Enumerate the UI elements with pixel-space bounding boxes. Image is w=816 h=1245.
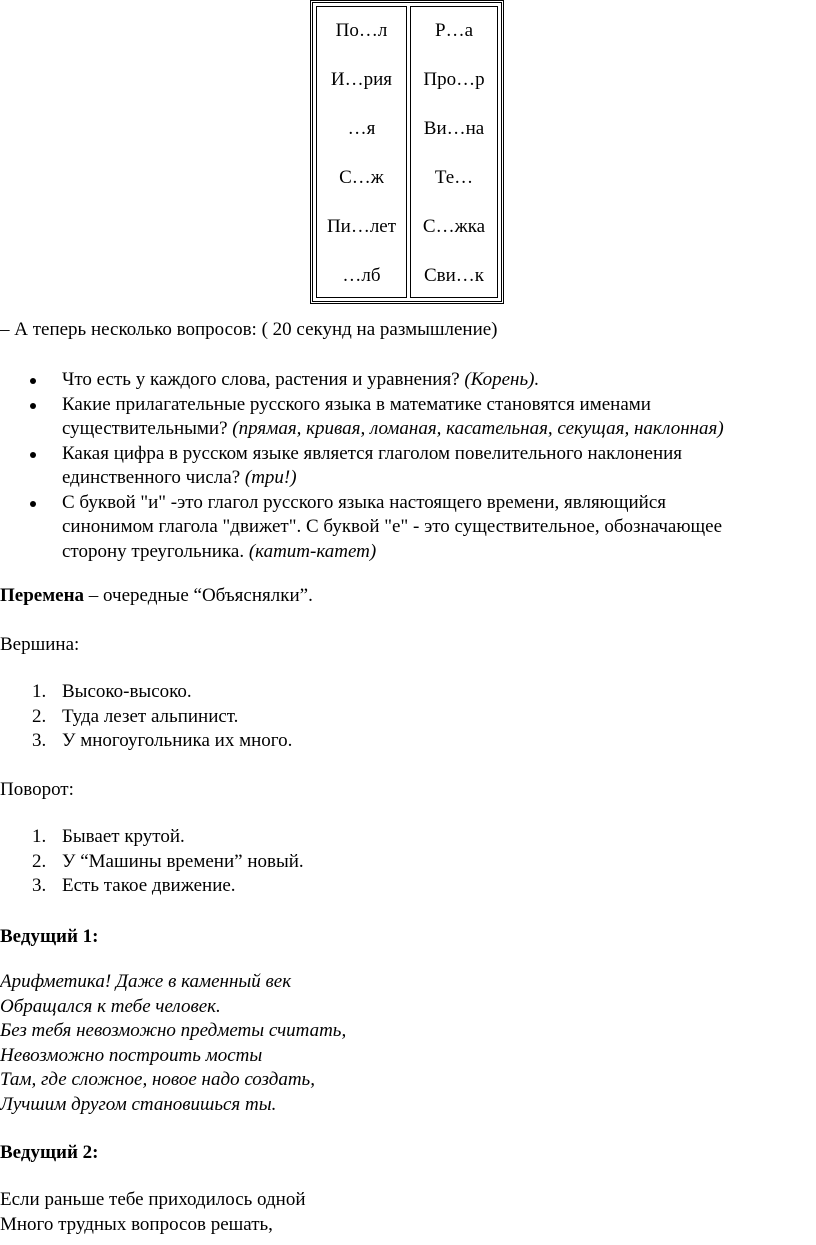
- question-item: [0, 442, 724, 491]
- question-text: Какая цифра в русском языке является глаголом повелительного наклонения: [62, 442, 683, 464]
- poem-line: Если раньше тебе приходилось одной: [0, 1189, 306, 1210]
- question-text: синонимом глагола "движет". С буквой "е" - это существительное, обозначающее: [62, 516, 723, 537]
- riddle-number: 2.: [32, 850, 47, 872]
- riddle-number: 2.: [32, 705, 47, 727]
- question-line: [62, 540, 724, 565]
- riddle-text: У “Машины времени” новый.: [62, 850, 304, 872]
- question-answer: (три!): [244, 467, 297, 488]
- question-answer: (катит-катет): [248, 540, 377, 562]
- word-column-1: [316, 6, 407, 298]
- poem-line: Там, где сложное, новое надо создать,: [0, 1069, 315, 1091]
- bullet-icon: [30, 452, 36, 458]
- question-line: [62, 442, 724, 467]
- question-item: [0, 393, 724, 442]
- question-item: [0, 491, 724, 565]
- question-text: Какие прилагательные русского языка в математике становятся именами: [62, 393, 651, 415]
- word-table: [310, 0, 504, 304]
- riddle-text: Есть такое движение.: [62, 875, 236, 896]
- host1-poem: [0, 970, 346, 1118]
- host2-label: Ведущий 2:: [0, 1142, 99, 1163]
- question-line: [62, 491, 724, 516]
- poem-line: Много трудных вопросов решать,: [0, 1213, 273, 1235]
- turn-riddles: [0, 825, 304, 899]
- turn-title: Поворот:: [0, 779, 74, 800]
- question-item: [0, 368, 724, 393]
- riddle-number: 1.: [32, 826, 47, 847]
- bullet-icon: [30, 378, 36, 384]
- word-fragment: Про…р: [423, 69, 485, 90]
- word-fragment: Сви…к: [423, 265, 485, 286]
- word-fragment: Пи…лет: [326, 216, 397, 237]
- word-fragment: По…л: [335, 20, 388, 41]
- question-text: существительными?: [62, 418, 233, 439]
- riddle-text: Высоко-высоко.: [62, 681, 192, 702]
- word-fragment: Ви…на: [423, 118, 485, 139]
- riddle-item: [0, 680, 292, 705]
- riddle-number: 1.: [32, 681, 47, 702]
- question-line: [62, 466, 724, 491]
- poem-line: Лучшим другом становишься ты.: [0, 1093, 277, 1115]
- poem-line: Без тебя невозможно предметы считать,: [0, 1020, 347, 1042]
- question-text: Что есть у каждого слова, растения и уравнения?: [62, 369, 465, 390]
- question-text: С буквой "и" -это глагол русского языка настоящего времени, являющийся: [62, 491, 667, 513]
- vertex-riddles: [0, 680, 292, 754]
- question-text: единственного числа?: [62, 467, 245, 488]
- question-line: [62, 417, 724, 442]
- word-column-2: [410, 6, 498, 298]
- question-line: [62, 393, 724, 418]
- question-line: [62, 368, 724, 393]
- riddle-item: [0, 874, 304, 899]
- question-answer: (прямая, кривая, ломаная, касательная, секущая, наклонная): [232, 418, 724, 439]
- host1-label: Ведущий 1:: [0, 926, 99, 947]
- word-fragment: И…рия: [330, 69, 393, 90]
- riddle-text: Туда лезет альпинист.: [62, 705, 239, 727]
- word-fragment: Р…а: [435, 20, 473, 41]
- poem-line: Невозможно построить мосты: [0, 1044, 263, 1066]
- question-answer: (Корень).: [464, 369, 540, 390]
- break-text: – очередные “Объяснялки”.: [84, 585, 313, 606]
- bullet-icon: [30, 403, 36, 409]
- word-fragment: Те…: [434, 167, 474, 188]
- riddle-number: 3.: [32, 730, 47, 751]
- intro-text: – А теперь несколько вопросов: ( 20 секунд на размышление): [0, 319, 498, 340]
- vertex-title: Вершина:: [0, 634, 80, 655]
- host2-poem: [0, 1188, 306, 1237]
- poem-line: Обращался к тебе человек.: [0, 995, 221, 1017]
- riddle-text: Бывает крутой.: [62, 826, 185, 847]
- riddle-item: [0, 705, 292, 730]
- riddle-item: [0, 850, 304, 875]
- poem-line: Арифметика! Даже в каменный век: [0, 971, 292, 992]
- riddle-number: 3.: [32, 875, 47, 896]
- question-text: сторону треугольника.: [62, 540, 249, 562]
- riddle-text: У многоугольника их много.: [62, 730, 293, 751]
- word-fragment: …я: [347, 118, 376, 139]
- word-fragment: С…жка: [422, 216, 486, 237]
- riddle-item: [0, 825, 304, 850]
- riddle-item: [0, 729, 292, 754]
- break-line: [0, 584, 313, 608]
- word-fragment: …лб: [342, 265, 381, 286]
- word-fragment: С…ж: [339, 167, 384, 188]
- bullet-icon: [30, 501, 36, 507]
- break-label: Перемена: [0, 585, 85, 606]
- questions-list: [0, 368, 724, 564]
- question-line: [62, 515, 724, 540]
